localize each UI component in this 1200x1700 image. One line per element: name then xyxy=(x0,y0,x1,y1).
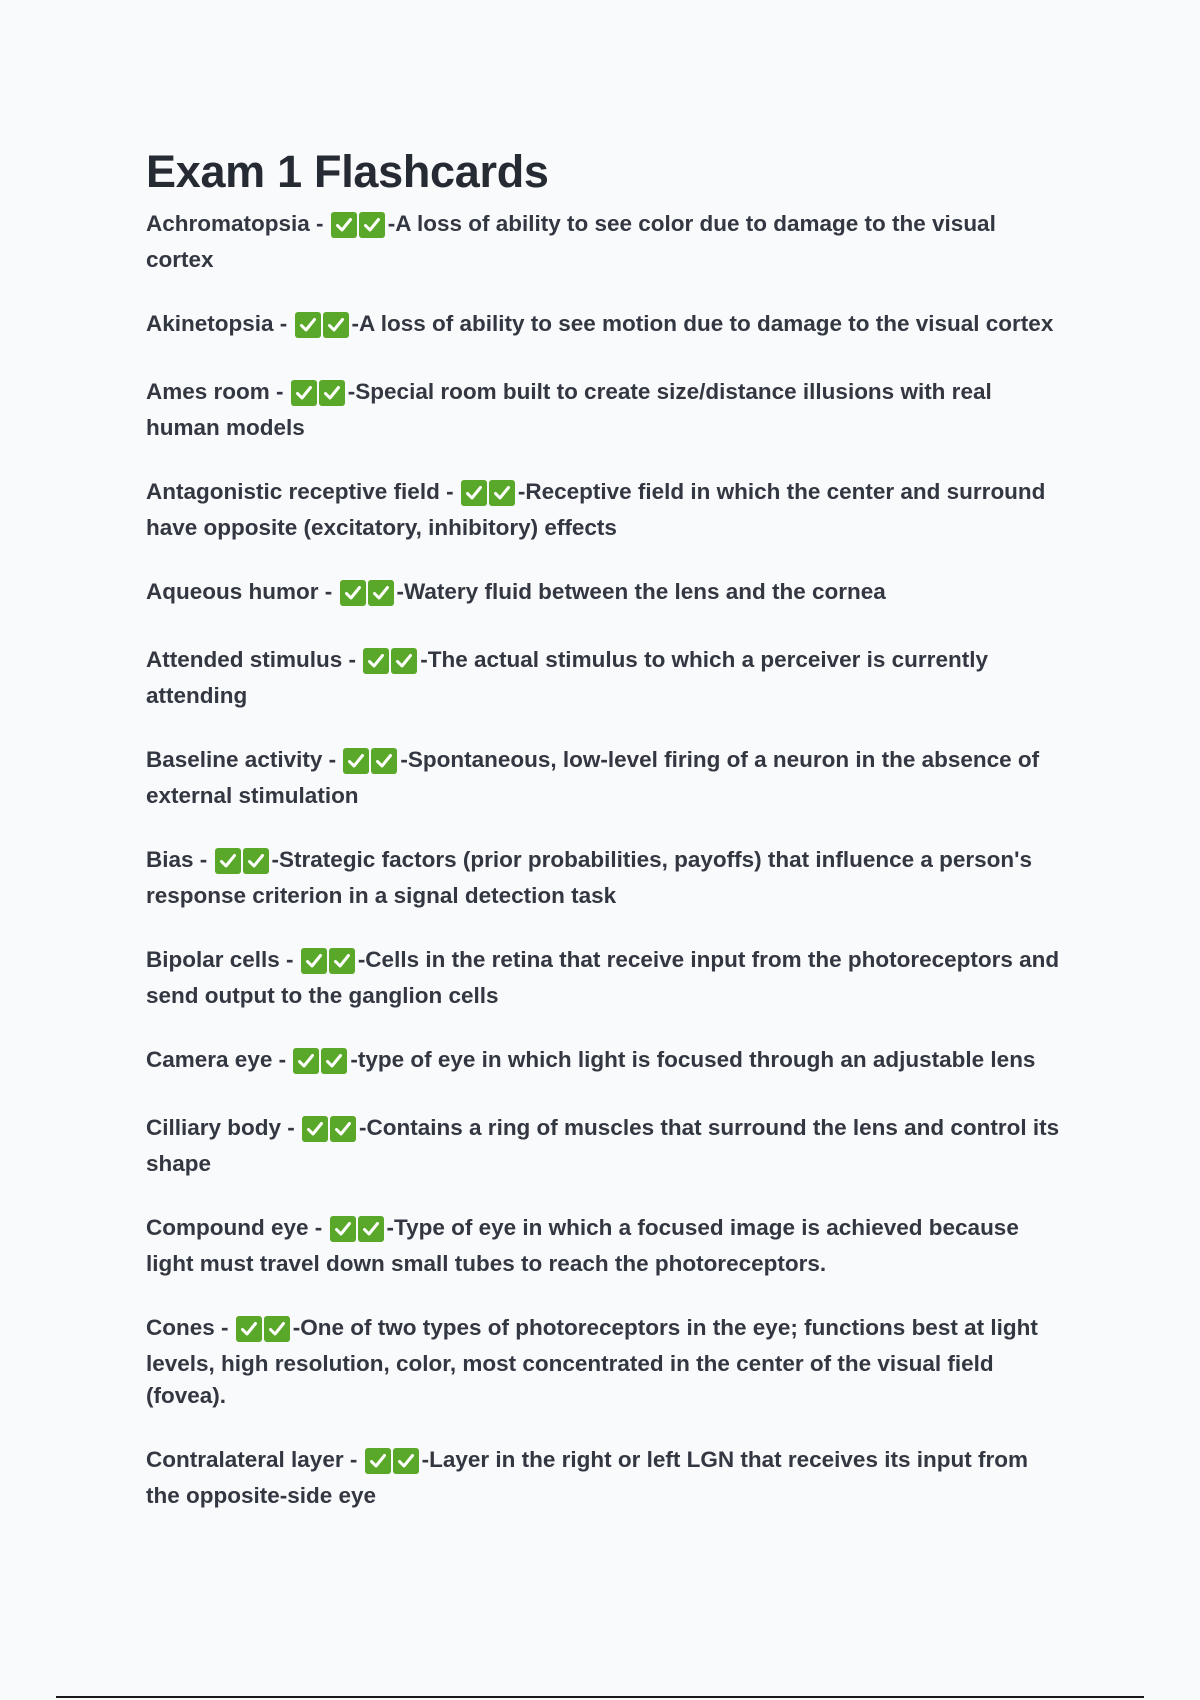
check-mark-icon xyxy=(391,648,417,674)
check-mark-icon xyxy=(329,948,355,974)
flashcard-definition: -Strategic factors (prior probabilities, payoffs) that influence a person's response criterion in a signal detection task xyxy=(146,847,1033,908)
document-title: Exam 1 Flashcards xyxy=(146,146,549,197)
flashcard-term: Ames room - xyxy=(146,379,284,404)
check-mark-icon xyxy=(302,1116,328,1142)
flashcard-entry xyxy=(146,1112,1066,1180)
check-mark-icon xyxy=(243,848,269,874)
flashcard-entry xyxy=(146,644,1066,712)
flashcard-definition: -Special room built to create size/distance illusions with real human models xyxy=(146,379,992,440)
flashcard-term: Aqueous humor - xyxy=(146,579,333,604)
flashcard-definition: -Contains a ring of muscles that surround the lens and control its shape xyxy=(146,1115,1060,1176)
check-marks xyxy=(343,748,399,780)
flashcard-list xyxy=(146,208,1066,1512)
check-marks xyxy=(236,1316,292,1348)
flashcard-term: Contralateral layer - xyxy=(146,1447,358,1472)
flashcard-term: Camera eye - xyxy=(146,1047,287,1072)
check-mark-icon xyxy=(321,1048,347,1074)
check-marks xyxy=(340,580,396,612)
check-mark-icon xyxy=(295,312,321,338)
flashcard-term: Compound eye - xyxy=(146,1215,323,1240)
check-marks xyxy=(295,312,351,344)
check-mark-icon xyxy=(461,480,487,506)
flashcard-entry xyxy=(146,576,1066,612)
check-mark-icon xyxy=(323,312,349,338)
flashcard-definition: -The actual stimulus to which a perceiver is currently attending xyxy=(146,647,988,708)
check-mark-icon xyxy=(359,212,385,238)
check-mark-icon xyxy=(330,1216,356,1242)
check-mark-icon xyxy=(331,212,357,238)
flashcard-term: Akinetopsia - xyxy=(146,311,288,336)
flashcard-entry xyxy=(146,1312,1066,1412)
flashcard-definition: -Receptive field in which the center and surround have opposite (excitatory, inhibitory) effects xyxy=(146,479,1046,540)
check-mark-icon xyxy=(264,1316,290,1342)
flashcard-definition: -Type of eye in which a focused image is achieved because light must travel down small tubes to reach the photoreceptors. xyxy=(146,1215,1019,1276)
flashcard-entry xyxy=(146,944,1066,1012)
document-content xyxy=(146,142,1066,1544)
flashcard-term: Attended stimulus - xyxy=(146,647,357,672)
check-mark-icon xyxy=(358,1216,384,1242)
check-mark-icon xyxy=(215,848,241,874)
flashcard-term: Bipolar cells - xyxy=(146,947,294,972)
check-mark-icon xyxy=(340,580,366,606)
flashcard-entry xyxy=(146,1212,1066,1280)
check-mark-icon xyxy=(363,648,389,674)
flashcard-definition: -One of two types of photoreceptors in the eye; functions best at light levels, high resolution, color, most concentrated in the center of the visual field (fovea). xyxy=(146,1315,1038,1408)
flashcard-entry xyxy=(146,844,1066,912)
check-mark-icon xyxy=(293,1048,319,1074)
flashcard-term: Baseline activity - xyxy=(146,747,337,772)
page-bottom-rule xyxy=(56,1696,1144,1698)
flashcard-entry xyxy=(146,1444,1066,1512)
check-marks xyxy=(215,848,271,880)
flashcard-definition: -Cells in the retina that receive input from the photoreceptors and send output to the ganglion cells xyxy=(146,947,1060,1008)
check-marks xyxy=(301,948,357,980)
check-mark-icon xyxy=(301,948,327,974)
check-mark-icon xyxy=(343,748,369,774)
check-mark-icon xyxy=(368,580,394,606)
flashcard-entry xyxy=(146,208,1066,276)
check-mark-icon xyxy=(365,1448,391,1474)
flashcard-definition: -Layer in the right or left LGN that receives its input from the opposite-side eye xyxy=(146,1447,1028,1508)
check-mark-icon xyxy=(393,1448,419,1474)
check-mark-icon xyxy=(291,380,317,406)
flashcard-term: Achromatopsia - xyxy=(146,211,324,236)
check-mark-icon xyxy=(236,1316,262,1342)
flashcard-entry xyxy=(146,744,1066,812)
flashcard-definition: -Spontaneous, low-level firing of a neuron in the absence of external stimulation xyxy=(146,747,1040,808)
check-mark-icon xyxy=(489,480,515,506)
check-marks xyxy=(291,380,347,412)
check-marks xyxy=(330,1216,386,1248)
check-marks xyxy=(365,1448,421,1480)
flashcard-definition: -Watery fluid between the lens and the cornea xyxy=(396,579,886,604)
check-mark-icon xyxy=(319,380,345,406)
flashcard-entry xyxy=(146,376,1066,444)
flashcard-entry xyxy=(146,1044,1066,1080)
flashcard-definition: -type of eye in which light is focused through an adjustable lens xyxy=(350,1047,1036,1072)
flashcard-term: Cilliary body - xyxy=(146,1115,295,1140)
check-marks xyxy=(363,648,419,680)
flashcard-term: Cones - xyxy=(146,1315,229,1340)
check-mark-icon xyxy=(371,748,397,774)
flashcard-term: Bias - xyxy=(146,847,208,872)
flashcard-definition: -A loss of ability to see motion due to damage to the visual cortex xyxy=(351,311,1054,336)
check-marks xyxy=(293,1048,349,1080)
flashcard-entry xyxy=(146,308,1066,344)
flashcard-entry xyxy=(146,476,1066,544)
flashcard-definition: -A loss of ability to see color due to damage to the visual cortex xyxy=(146,211,996,272)
check-mark-icon xyxy=(330,1116,356,1142)
flashcard-term: Antagonistic receptive field - xyxy=(146,479,454,504)
check-marks xyxy=(302,1116,358,1148)
check-marks xyxy=(331,212,387,244)
check-marks xyxy=(461,480,517,512)
